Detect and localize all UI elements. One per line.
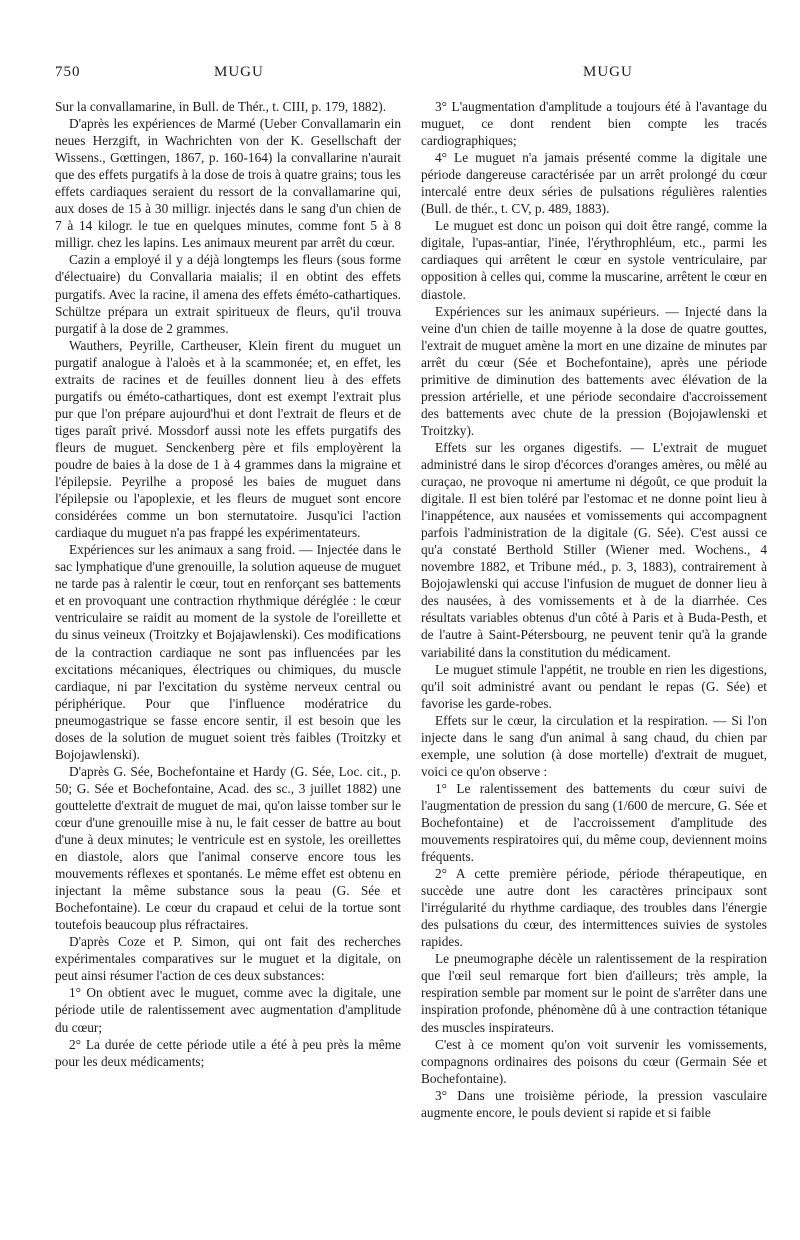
paragraph: 1° Le ralentissement des battements du cœur suivi de l'augmentation de pression du sang (1/600 de mercure, G. Sée et Bochefontaine) et de l'accroissement d'amplitude des mouvements respiratoires qui, du même coup, deviennent moins fréquents. [421,780,767,865]
paragraph: Sur la convallamarine, in Bull. de Thér., t. CIII, p. 179, 1882). [55,99,387,114]
paragraph: 3° Dans une troisième période, la pression vasculaire augmente encore, le pouls devient si rapide et si faible [421,1087,767,1120]
paragraph: 1° On obtient avec le muguet, comme avec la digitale, une période utile de ralentissement avec augmentation d'amplitude du cœur; [55,985,401,1035]
paragraph: Effets sur les organes digestifs. — L'extrait de muguet administré dans le sirop d'écorces d'oranges amères, ou mêlé au curaçao, ne provoque ni amertume ni dégoût, ce que produit la digitale. Il est bien toléré par l'estomac et ne donne point lieu à l'inappétence, aux nausées et vomissements qui accompagnent parfois l'administration de la digitale (G. Sée). C'est aussi ce qu'a constaté Berthold Stiller (Wiener med. Wochens., 4 novembre 1882, et Tribune méd., p. 3, 1883), contrairement à Bojojawlenski qui accuse l'infusion de muguet de donner lieu à des nausées, à des vomissements et à de la diarrhée. Ces résultats variables obtenus d'un côté à Paris et à Buda-Pesth, et de l'autre à Saint-Pétersbourg, ne peuvent tenir qu'à la grande variabilité dans la constitution du médicament. [421,439,767,660]
paragraph: D'après les expériences de Marmé (Ueber Convallamarin ein neues Herzgift, in Wachrichten von der K. Gesellschaft der Wissens., Gœttingen, 1867, p. 160-164) la convallarine n'aurait que des effets purgatifs à la dose de trois à quatre grains; tous les effets cardiaques seraient du ressort de la convallamarine qui, aux doses de 15 à 30 milligr. injectés dans le sang d'un chien de 7 à 14 kilogr. le tue en quelques minutes, comme font 5 à 8 milligr. chez les lapins. Les animaux meurent par arrêt du cœur. [55,116,401,251]
paragraph: Wauthers, Peyrille, Cartheuser, Klein firent du muguet un purgatif analogue à l'aloès et à la scammonée; et, en effet, les extraits de racines et de feuilles donnent lieu à des effets purgatifs ou éméto-cathartiques, dont est exempt l'extrait plus pur que l'on prépare aujourd'hui et dont l'extrait de fleurs et de tiges paraît privé. Mossdorf aussi note les effets purgatifs des fleurs de muguet. Senckenberg père et fils employèrent la poudre de baies à la dose de 1 à 4 grammes dans la migraine et l'épilepsie. Peyrilhe a proposé les baies de muguet dans l'épilepsie ou l'apoplexie, et les fleurs de muguet sont encore considérées comme un bon sternutatoire. Jusqu'ici l'action cardiaque du muguet n'a pas frappé les expérimentateurs. [55,337,401,541]
page-header [0,64,800,88]
paragraph: D'après G. Sée, Bochefontaine et Hardy (G. Sée, Loc. cit., p. 50; G. Sée et Bochefontaine, Acad. des sc., 3 juillet 1882) une gouttelette d'extrait de muguet de mai, qu'on laisse tomber sur le cœur d'une grenouille mise à nu, le fait cesser de battre au bout d'une à deux minutes; le ventricule est en systole, les oreillettes en diastole, alors que l'animal conserve encore tous les mouvements réflexes et spontanés. Le même effet est obtenu en injectant la même substance sous la peau (G. Sée et Bochefontaine). Le cœur du crapaud et celui de la tortue sont toutefois beaucoup plus réfractaires. [55,763,401,933]
paragraph: Expériences sur les animaux supérieurs. — Injecté dans la veine d'un chien de taille moyenne à la dose de quatre gouttes, l'extrait de muguet amène la mort en une dizaine de minutes par arrêt du cœur (Sée et Bochefontaine), après une période primitive de diminution des battements avec élévation de la pression artérielle, et une période secondaire d'accroissement des battements avec chute de la pression (Bojojawlenski et Troitzky). [421,303,767,438]
running-head-left: MUGU [214,64,264,80]
paragraph: 4° Le muguet n'a jamais présenté comme la digitale une période dangereuse caractérisée par un arrêt prolongé du cœur intercalé entre deux séries de pulsations régulières ralenties (Bull. de thér., t. CV, p. 489, 1883). [421,150,767,217]
paragraph: 2° A cette première période, période thérapeutique, en succède une autre dont les caractères principaux sont l'irrégularité du rhythme cardiaque, des troubles dans l'énergie des pulsations du cœur, des intermittences suivies de systoles rapides. [421,866,767,950]
paragraph: 3° L'augmentation d'amplitude a toujours été à l'avantage du muguet, ce dont rendent bien compte les tracés cardiographiques; [421,99,767,149]
paragraph: Le pneumographe décèle un ralentissement de la respiration que l'œil seul remarque fort bien d'ailleurs; très ample, la respiration semble par moment sur le point de s'arrêter dans une inspiration profonde, phénomène dû à une contraction tétanique des muscles inspirateurs. [421,951,767,1035]
page-number: 750 [55,64,81,80]
paragraph: Le muguet stimule l'appétit, ne trouble en rien les digestions, qu'il soit administré avant ou pendant le repas (G. Sée) et favorise les garde-robes. [421,661,767,711]
paragraph: C'est à ce moment qu'on voit survenir les vomissements, compagnons ordinaires des poisons du cœur (Germain Sée et Bochefontaine). [421,1036,767,1086]
right-column [421,98,767,1121]
paragraph: Effets sur le cœur, la circulation et la respiration. — Si l'on injecte dans le sang d'un animal à sang chaud, du chien par exemple, une solution (à dose mortelle) d'extrait de muguet, voici ce qu'on observe : [421,712,767,779]
left-column [55,98,401,1070]
paragraph: D'après Coze et P. Simon, qui ont fait des recherches expérimentales comparatives sur le muguet et la digitale, on peut ainsi résumer l'action de ces deux substances: [55,934,401,984]
paragraph: Expériences sur les animaux a sang froid. — Injectée dans le sac lymphatique d'une grenouille, la solution aqueuse de muguet ne tarde pas à ralentir le cœur, tout en renforçant ses battements et en provoquant une contraction rhythmique déréglée : le cœur ventriculaire se raidit au moment de la systole de l'oreillette et du sinus veineux (Troitzky et Bojajawlenski). Ces modifications de la contraction cardiaque ne sont pas influencées par les excitations mécaniques, électriques ou chimiques, du muscle cardiaque, ni par l'excitation du système nerveux central ou périphérique. Pour que l'influence modératrice du pneumogastrique se fasse encore sentir, il est besoin que les doses de la solution de muguet soient très faibles (Troitzky et Bojojawlenski). [55,542,401,762]
paragraph: 2° La durée de cette période utile a été à peu près la même pour les deux médicaments; [55,1036,401,1069]
paragraph: Le muguet est donc un poison qui doit être rangé, comme la digitale, l'upas-antiar, l'inée, l'érythrophléum, etc., parmi les cardiaques qui arrêtent le cœur en systole ventriculaire, par opposition à celles qui, comme la muscarine, arrêtent le cœur en diastole. [421,218,767,302]
paragraph: Cazin a employé il y a déjà longtemps les fleurs (sous forme d'électuaire) du Convallaria maialis; il en obtint des effets purgatifs. Avec la racine, il amena des effets éméto-cathartiques. Schültze prépara un extrait spiritueux de fleurs, qu'il trouva purgatif à la dose de 2 grammes. [55,252,401,336]
running-head-right: MUGU [583,64,633,80]
